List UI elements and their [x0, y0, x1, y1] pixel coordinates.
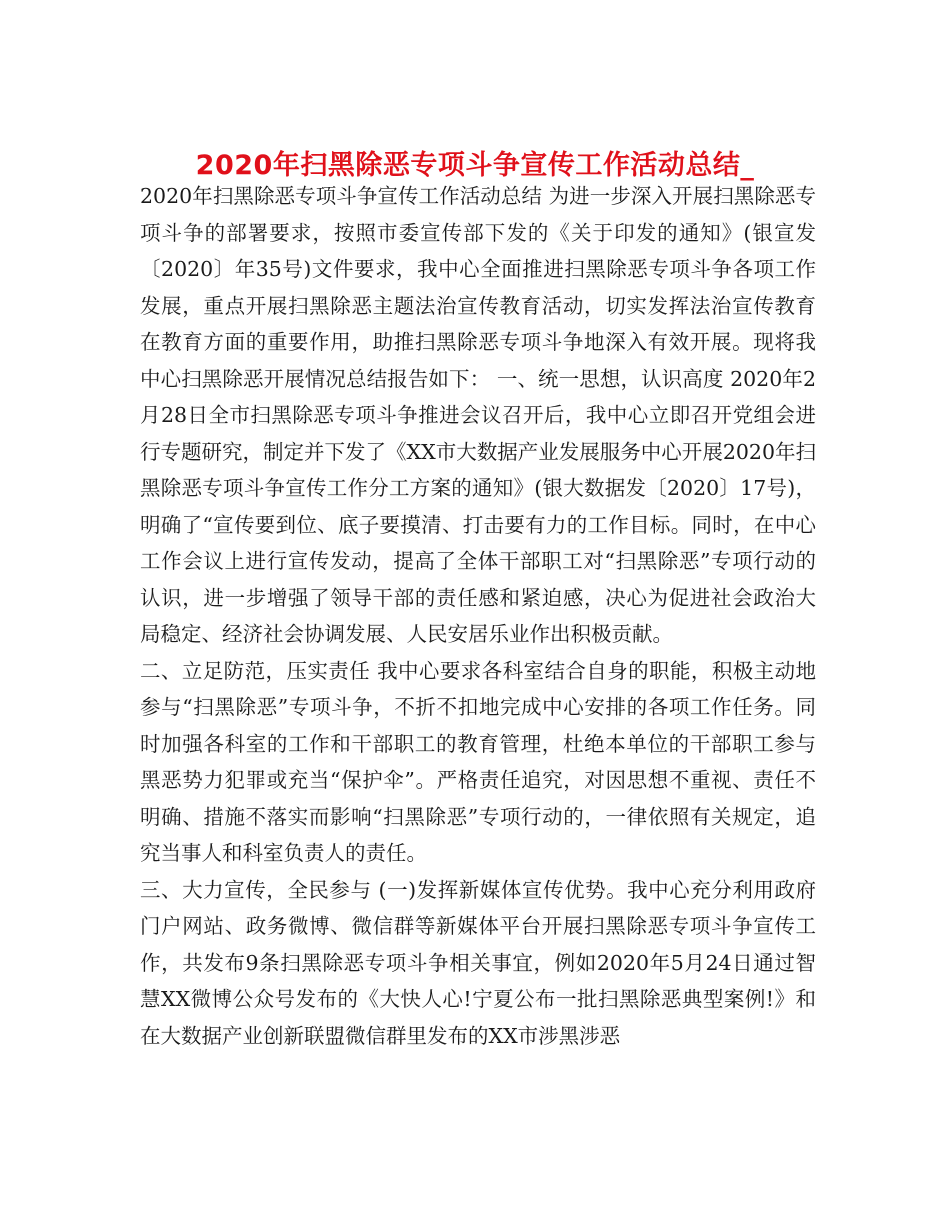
paragraph-section-three: 三、大力宣传，全民参与 (一)发挥新媒体宣传优势。我中心充分利用政府门户网站、政务微博、微信群等新媒体平台开展扫黑除恶专项斗争宣传工作，共发布9条扫黑除恶专项斗争相关事宜，例如2020年5月24日通过智慧XX微博公众号发布的《大快人心!宁夏公布一批扫黑除恶典型案例!》和在大数据产业创新联盟微信群里发布的XX市涉黑涉恶 — [140, 877, 816, 1048]
paragraph-intro: 2020年扫黑除恶专项斗争宣传工作活动总结 为进一步深入开展扫黑除恶专项斗争的部署要求，按照市委宣传部下发的《关于印发的通知》(银宣发〔2020〕年35号)文件要求，我中心全面推进扫黑除恶专项斗争各项工作发展，重点开展扫黑除恶主题法治宣传教育活动，切实发挥法治宣传教育在教育方面的重要作用，助推扫黑除恶专项斗争地深入有效开展。现将我中心扫黑除恶开展情况总结报告如下： 一、统一思想，认识高度 2020年2月28日全市扫黑除恶专项斗争推进会议召开后，我中心立即召开党组会进行专题研究，制定并下发了《XX市大数据产业发展服务中心开展2020年扫黑除恶专项斗争宣传工作分工方案的通知》(银大数据发〔2020〕17号)，明确了“宣传要到位、底子要摸清、打击要有力的工作目标。同时，在中心工作会议上进行宣传发动，提高了全体干部职工对“扫黑除恶”专项行动的认识，进一步增强了领导干部的责任感和紧迫感，决心为促进社会政治大局稳定、经济社会协调发展、人民安居乐业作出积极贡献。 — [140, 184, 816, 646]
paragraph-section-two: 二、立足防范，压实责任 我中心要求各科室结合自身的职能，积极主动地参与“扫黑除恶”专项斗争，不折不扣地完成中心安排的各项工作任务。同时加强各科室的工作和干部职工的教育管理，杜绝本单位的干部职工参与黑恶势力犯罪或充当“保护伞”。严格责任追究，对因思想不重视、责任不明确、措施不落实而影响“扫黑除恶”专项行动的，一律依照有关规定，追究当事人和科室负责人的责任。 — [140, 658, 816, 865]
document-body — [140, 178, 816, 1054]
document-title: 2020年扫黑除恶专项斗争宣传工作活动总结_ — [195, 150, 755, 182]
